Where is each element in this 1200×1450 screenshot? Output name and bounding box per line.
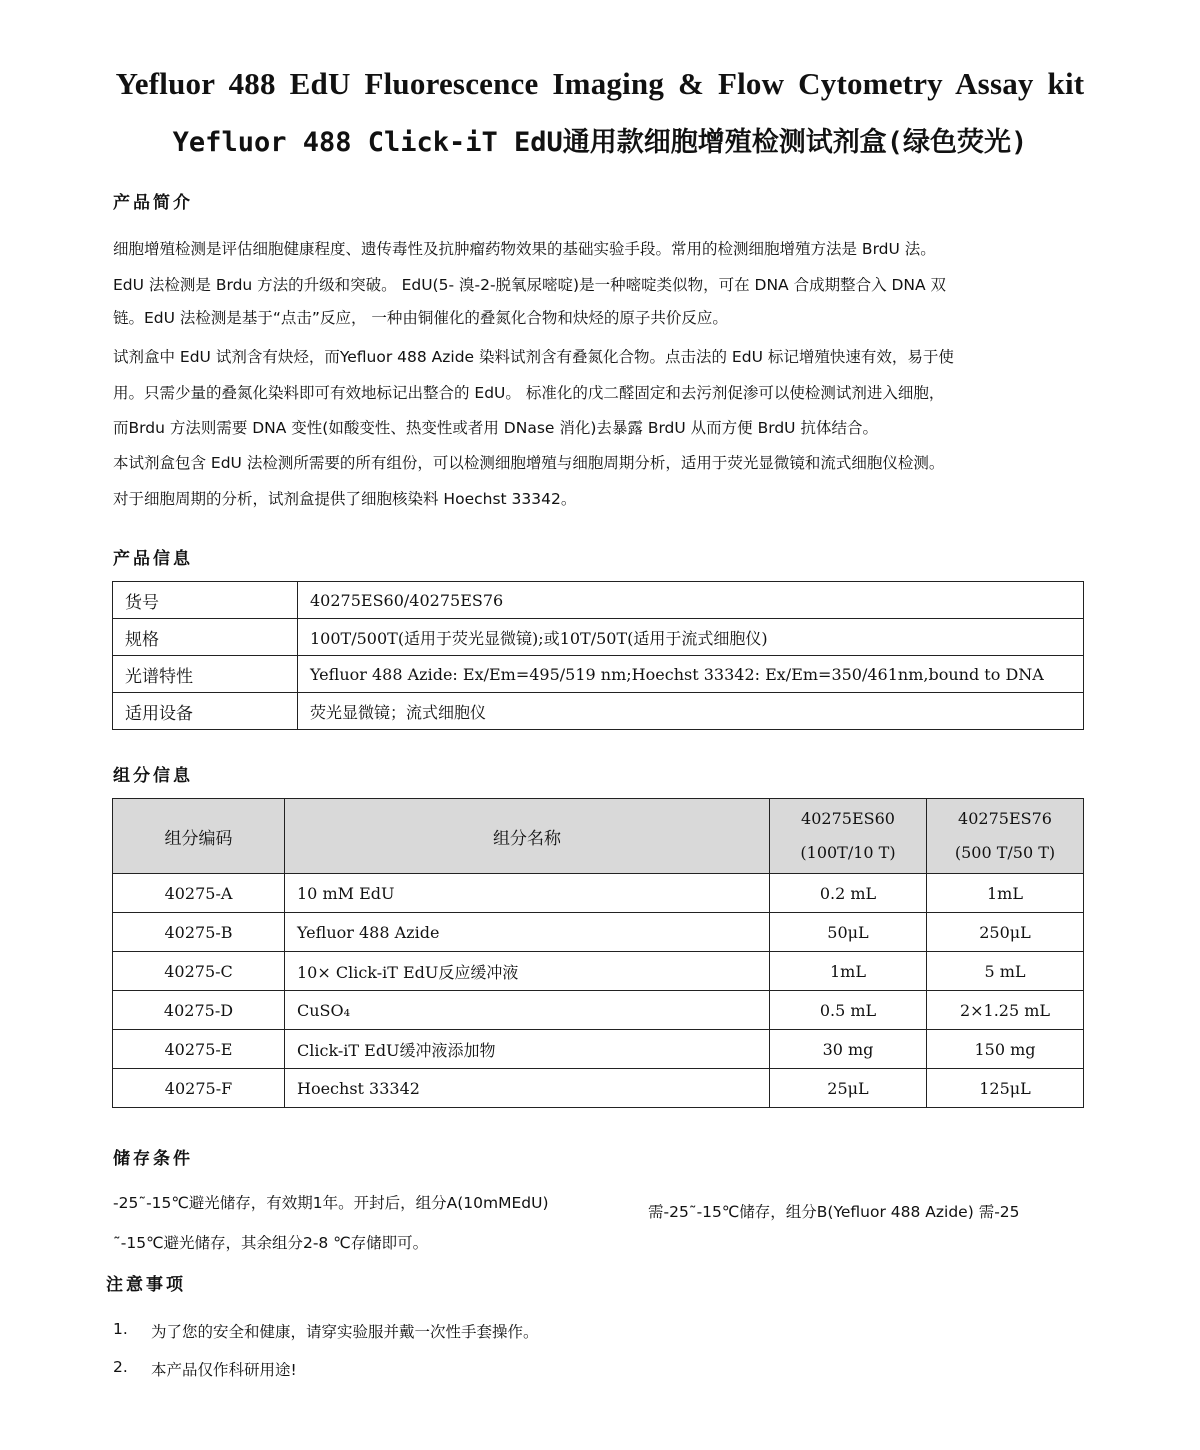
storage-line-2: ˜-15℃避光储存，其余组分2-8 ℃存储即可。 [113,1234,429,1252]
table-row [113,582,1084,619]
table-row [113,991,1084,1030]
component-code: 40275-F [113,1069,285,1108]
intro-heading: 产品简介 [113,193,193,213]
note-text: 本产品仅作科研用途! [151,1361,297,1379]
table-row [113,1030,1084,1069]
table-row [113,952,1084,991]
intro-line: 细胞增殖检测是评估细胞健康程度、遗传毒性及抗肿瘤药物效果的基础实验手段。常用的检测细胞增殖方法是 BrdU 法。 [113,240,936,258]
header-name: 组分名称 [285,799,770,874]
notes-heading: 注意事项 [106,1275,186,1295]
info-heading: 产品信息 [113,549,193,569]
table-row [113,619,1084,656]
info-key: 适用设备 [113,693,298,730]
component-qty-es76: 125μL [927,1069,1084,1108]
table-row [113,693,1084,730]
title-english: Yefluor 488 EdU Fluorescence Imaging & Flow Cytometry Assay kit [115,66,1085,101]
component-name: 10× Click-iT EdU反应缓冲液 [285,952,770,991]
intro-line: 对于细胞周期的分析，试剂盒提供了细胞核染料 Hoechst 33342。 [113,490,577,508]
info-key: 货号 [113,582,298,619]
component-code: 40275-C [113,952,285,991]
title-chinese: Yefluor 488 Click-iT EdU通用款细胞增殖检测试剂盒(绿色荧光) [172,127,1028,158]
component-name: 10 mM EdU [285,874,770,913]
component-code: 40275-E [113,1030,285,1069]
intro-line: 链。EdU 法检测是基于“点击”反应， 一种由铜催化的叠氮化合物和炔烃的原子共价反应。 [113,309,728,327]
info-value: 荧光显微镜；流式细胞仪 [298,693,1084,730]
component-qty-es60: 50μL [770,913,927,952]
info-value: 40275ES60/40275ES76 [298,582,1084,619]
note-number: 1. [113,1320,128,1338]
component-qty-es60: 0.5 mL [770,991,927,1030]
intro-line: 本试剂盒包含 EdU 法检测所需要的所有组份，可以检测细胞增殖与细胞周期分析，适用于荧光显微镜和流式细胞仪检测。 [113,454,945,472]
header-es60-sub: (100T/10 T) [800,843,896,862]
table-row [113,913,1084,952]
info-value: 100T/500T(适用于荧光显微镜);或10T/50T(适用于流式细胞仪) [298,619,1084,656]
component-qty-es76: 250μL [927,913,1084,952]
intro-line: 而Brdu 方法则需要 DNA 变性(如酸变性、热变性或者用 DNase 消化)去暴露 BrdU 从而方便 BrdU 抗体结合。 [113,419,878,437]
component-name: CuSO₄ [285,991,770,1030]
component-code: 40275-B [113,913,285,952]
component-qty-es60: 30 mg [770,1030,927,1069]
info-key: 规格 [113,619,298,656]
component-code: 40275-A [113,874,285,913]
header-es60-label: 40275ES60 [801,809,895,828]
components-heading: 组分信息 [113,766,193,786]
component-qty-es60: 25μL [770,1069,927,1108]
storage-line-1: -25˜-15℃避光储存，有效期1年。开封后，组分A(10mMEdU) [113,1194,549,1212]
component-qty-es76: 1mL [927,874,1084,913]
table-row [113,874,1084,913]
component-qty-es60: 0.2 mL [770,874,927,913]
component-qty-es76: 5 mL [927,952,1084,991]
intro-line: 试剂盒中 EdU 试剂含有炔烃，而Yefluor 488 Azide 染料试剂含有叠氮化合物。点击法的 EdU 标记增殖快速有效，易于使 [113,348,954,366]
storage-heading: 储存条件 [113,1149,193,1169]
header-code: 组分编码 [113,799,285,874]
note-number: 2. [113,1358,128,1376]
component-name: Click-iT EdU缓冲液添加物 [285,1030,770,1069]
components-table [112,798,1084,1108]
header-es60 [770,799,927,874]
table-row [113,1069,1084,1108]
intro-line: EdU 法检测是 Brdu 方法的升级和突破。 EdU(5- 溴-2-脱氧尿嘧啶)是一种嘧啶类似物，可在 DNA 合成期整合入 DNA 双 [113,276,947,294]
intro-line: 用。只需少量的叠氮化染料即可有效地标记出整合的 EdU。 标准化的戊二醛固定和去污剂促渗可以使检测试剂进入细胞， [113,384,945,402]
table-header-row [113,799,1084,874]
table-row [113,656,1084,693]
component-qty-es76: 2×1.25 mL [927,991,1084,1030]
component-qty-es76: 150 mg [927,1030,1084,1069]
header-es76-sub: (500 T/50 T) [954,843,1056,862]
header-es76-label: 40275ES76 [958,809,1052,828]
note-text: 为了您的安全和健康，请穿实验服并戴一次性手套操作。 [151,1323,539,1341]
storage-line-1-right: 需-25˜-15℃储存，组分B(Yefluor 488 Azide) 需-25 [648,1203,1020,1221]
header-es76 [927,799,1084,874]
info-key: 光谱特性 [113,656,298,693]
component-qty-es60: 1mL [770,952,927,991]
component-code: 40275-D [113,991,285,1030]
component-name: Hoechst 33342 [285,1069,770,1108]
product-info-table [112,581,1084,730]
info-value: Yefluor 488 Azide: Ex/Em=495/519 nm;Hoechst 33342: Ex/Em=350/461nm,bound to DNA [298,656,1084,693]
component-name: Yefluor 488 Azide [285,913,770,952]
